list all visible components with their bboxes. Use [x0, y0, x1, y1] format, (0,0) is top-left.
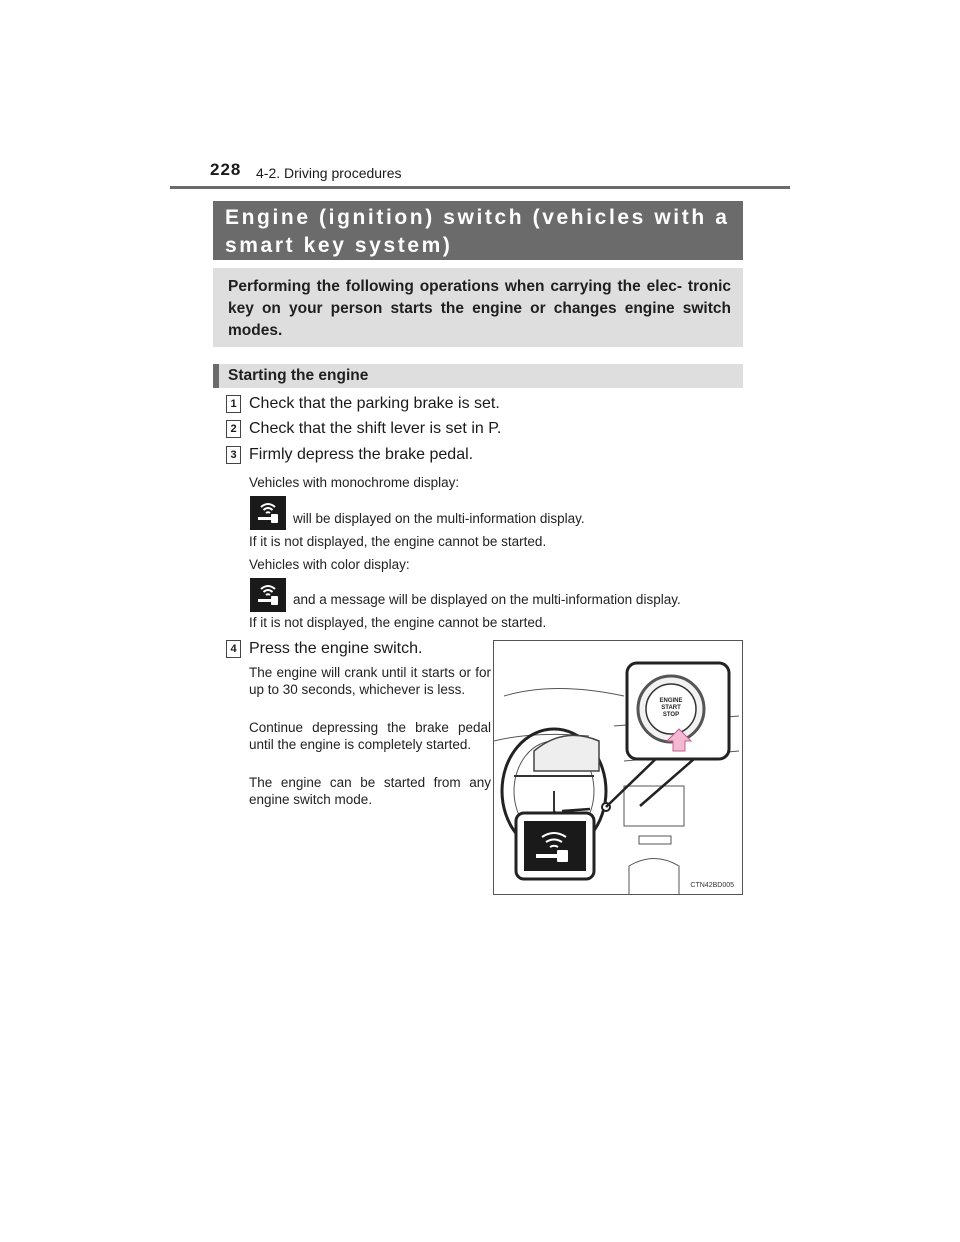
color-desc: and a message will be displayed on the multi-information display. [293, 592, 681, 607]
intro-text: Performing the following operations when carrying the elec- tronic key on your person starts the engine or changes engine switch modes. [213, 268, 743, 347]
subheading: Starting the engine [213, 364, 743, 388]
color-fail: If it is not displayed, the engine cannot be started. [249, 615, 547, 630]
step4-note-2: Continue depressing the brake pedal until the engine is completely started. [249, 720, 491, 752]
mono-desc: will be displayed on the multi-information display. [293, 511, 585, 526]
engine-switch-label-line-2: START [661, 705, 681, 711]
step4-note-3: The engine can be started from any engine switch mode. [249, 775, 491, 807]
step4-note-1: The engine will crank until it starts or for up to 30 seconds, whichever is less. [249, 665, 491, 697]
section-title: 4-2. Driving procedures [256, 165, 402, 181]
engine-switch-label [654, 698, 688, 719]
page-title-line-2: smart key system) [225, 234, 453, 257]
step-text-2: Check that the shift lever is set in P. [249, 420, 502, 437]
dashboard-drawing [494, 641, 743, 895]
step-number-1: 1 [226, 395, 241, 413]
smart-key-brake-color-icon [250, 578, 286, 612]
page-title [213, 201, 743, 260]
step-number-3: 3 [226, 446, 241, 464]
step-number-4: 4 [226, 640, 241, 658]
step-text-3: Firmly depress the brake pedal. [249, 446, 474, 463]
engine-switch-label-line-1: ENGINE [659, 698, 683, 704]
page-number: 228 [210, 160, 242, 179]
engine-switch-label-line-3: STOP [662, 712, 680, 718]
figure-code: CTN42BD005 [690, 882, 734, 889]
dashboard-illustration [493, 640, 743, 895]
mono-fail: If it is not displayed, the engine cannot be started. [249, 534, 547, 549]
step-text-1: Check that the parking brake is set. [249, 395, 500, 412]
header-rule [170, 186, 790, 189]
smart-key-brake-icon [250, 496, 286, 530]
page-title-line-1: Engine (ignition) switch (vehicles with a [225, 206, 730, 229]
step-text-4: Press the engine switch. [249, 640, 423, 657]
color-label: Vehicles with color display: [249, 557, 410, 572]
step-number-2: 2 [226, 420, 241, 438]
mono-label: Vehicles with monochrome display: [249, 475, 460, 490]
